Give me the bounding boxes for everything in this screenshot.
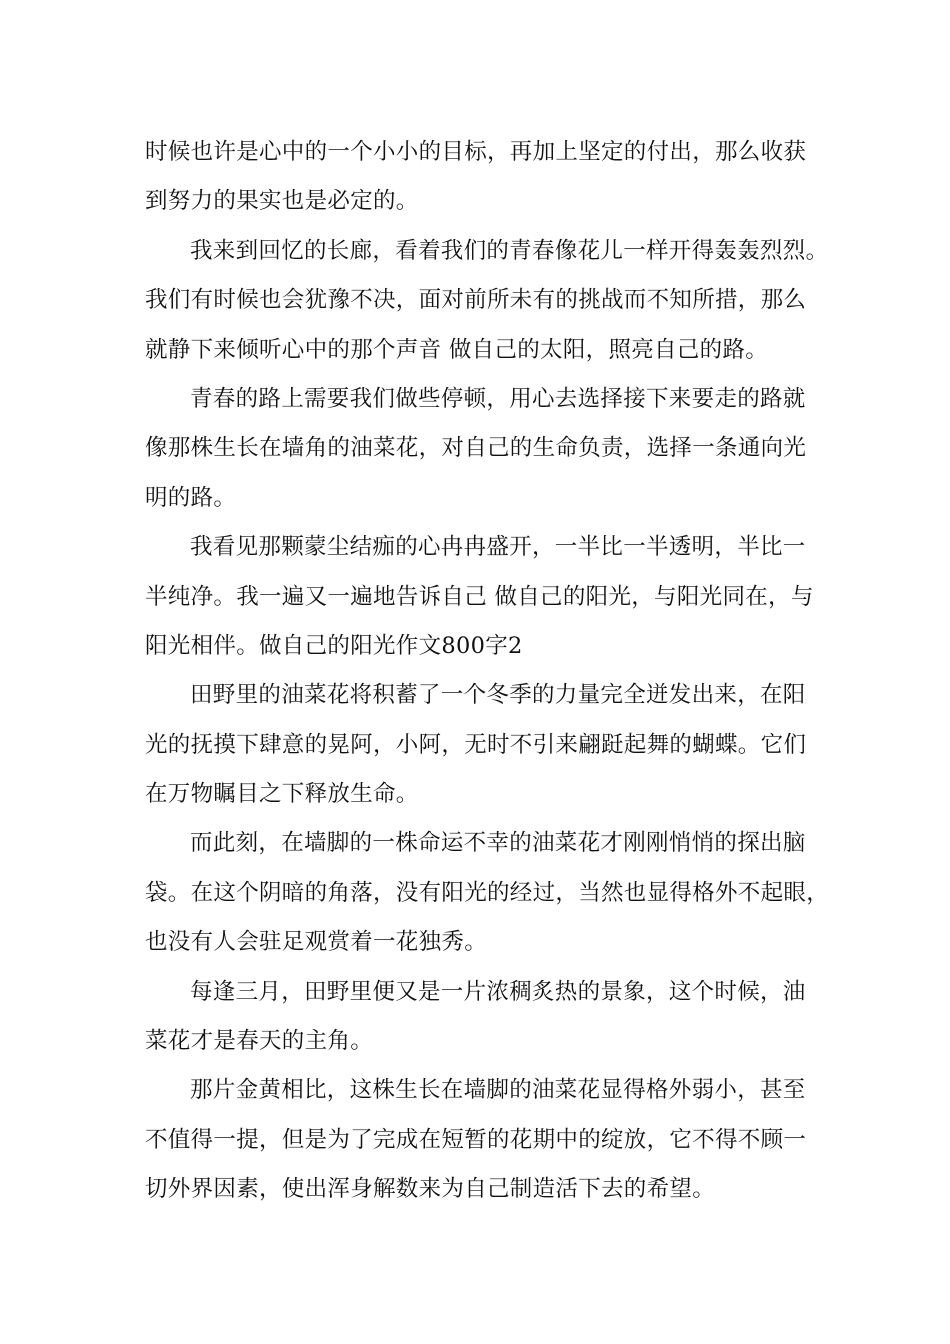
text-line: 就静下来倾听心中的那个声音 做自己的太阳，照亮自己的路。 [145, 336, 769, 363]
text-line: 田野里的油菜花将积蓄了一个冬季的力量完全迸发出来，在阳 [190, 682, 806, 709]
paragraph-1 [145, 128, 810, 227]
paragraph-5 [145, 671, 810, 819]
text-line: 时候也许是心中的一个小小的目标，再加上坚定的付出，那么收获 [145, 139, 807, 165]
text-line: 到努力的果实也是必定的。 [145, 188, 419, 215]
text-line: 而此刻，在墙脚的一株命运不幸的油菜花才刚刚悄悄的探出脑 [190, 830, 806, 857]
text-line: 那片金黄相比，这株生长在墙脚的油菜花显得格外弱小，甚至 [190, 1077, 806, 1104]
paragraph-6 [145, 819, 830, 967]
text-line: 明的路。 [145, 484, 237, 511]
text-line: 青春的路上需要我们做些停顿，用心去选择接下来要走的路就 [190, 385, 806, 412]
paragraph-8 [145, 1066, 810, 1214]
paragraph-4 [145, 523, 814, 671]
text-line: 半纯净。我一遍又一遍地告诉自己 做自己的阳光，与阳光同在，与 [145, 583, 814, 610]
text-line: 阳光相伴。做自己的阳光作文800字2 [145, 632, 523, 659]
text-line: 我看见那颗蒙尘结痂的心冉冉盛开，一半比一半透明，半比一 [190, 534, 806, 561]
text-line: 我来到回忆的长廊，看着我们的青春像花儿一样开得轰轰烈烈。 [190, 237, 829, 264]
text-line: 不值得一提，但是为了完成在短暂的花期中的绽放，它不得不顾一 [145, 1126, 807, 1153]
text-line: 切外界因素，使出浑身解数来为自己制造活下去的希望。 [145, 1176, 716, 1203]
text-line: 我们有时候也会犹豫不决，面对前所未有的挑战而不知所措，那么 [145, 287, 807, 314]
essay-body [145, 128, 830, 1215]
paragraph-3 [145, 375, 810, 523]
text-line: 菜花才是春天的主角。 [145, 1028, 374, 1055]
paragraph-7 [145, 968, 810, 1067]
paragraph-2 [145, 227, 829, 375]
text-line: 在万物瞩目之下释放生命。 [145, 781, 419, 808]
text-line: 光的抚摸下肆意的晃阿，小阿，无时不引来翩跹起舞的蝴蝶。它们 [145, 731, 807, 758]
text-line: 每逢三月，田野里便又是一片浓稠炙热的景象，这个时候，油 [190, 978, 806, 1005]
text-line: 袋。在这个阴暗的角落，没有阳光的经过，当然也显得格外不起眼， [145, 879, 830, 906]
text-line: 像那株生长在墙角的油菜花，对自己的生命负责，选择一条通向光 [145, 435, 807, 462]
text-line: 也没有人会驻足观赏着一花独秀。 [145, 929, 488, 956]
